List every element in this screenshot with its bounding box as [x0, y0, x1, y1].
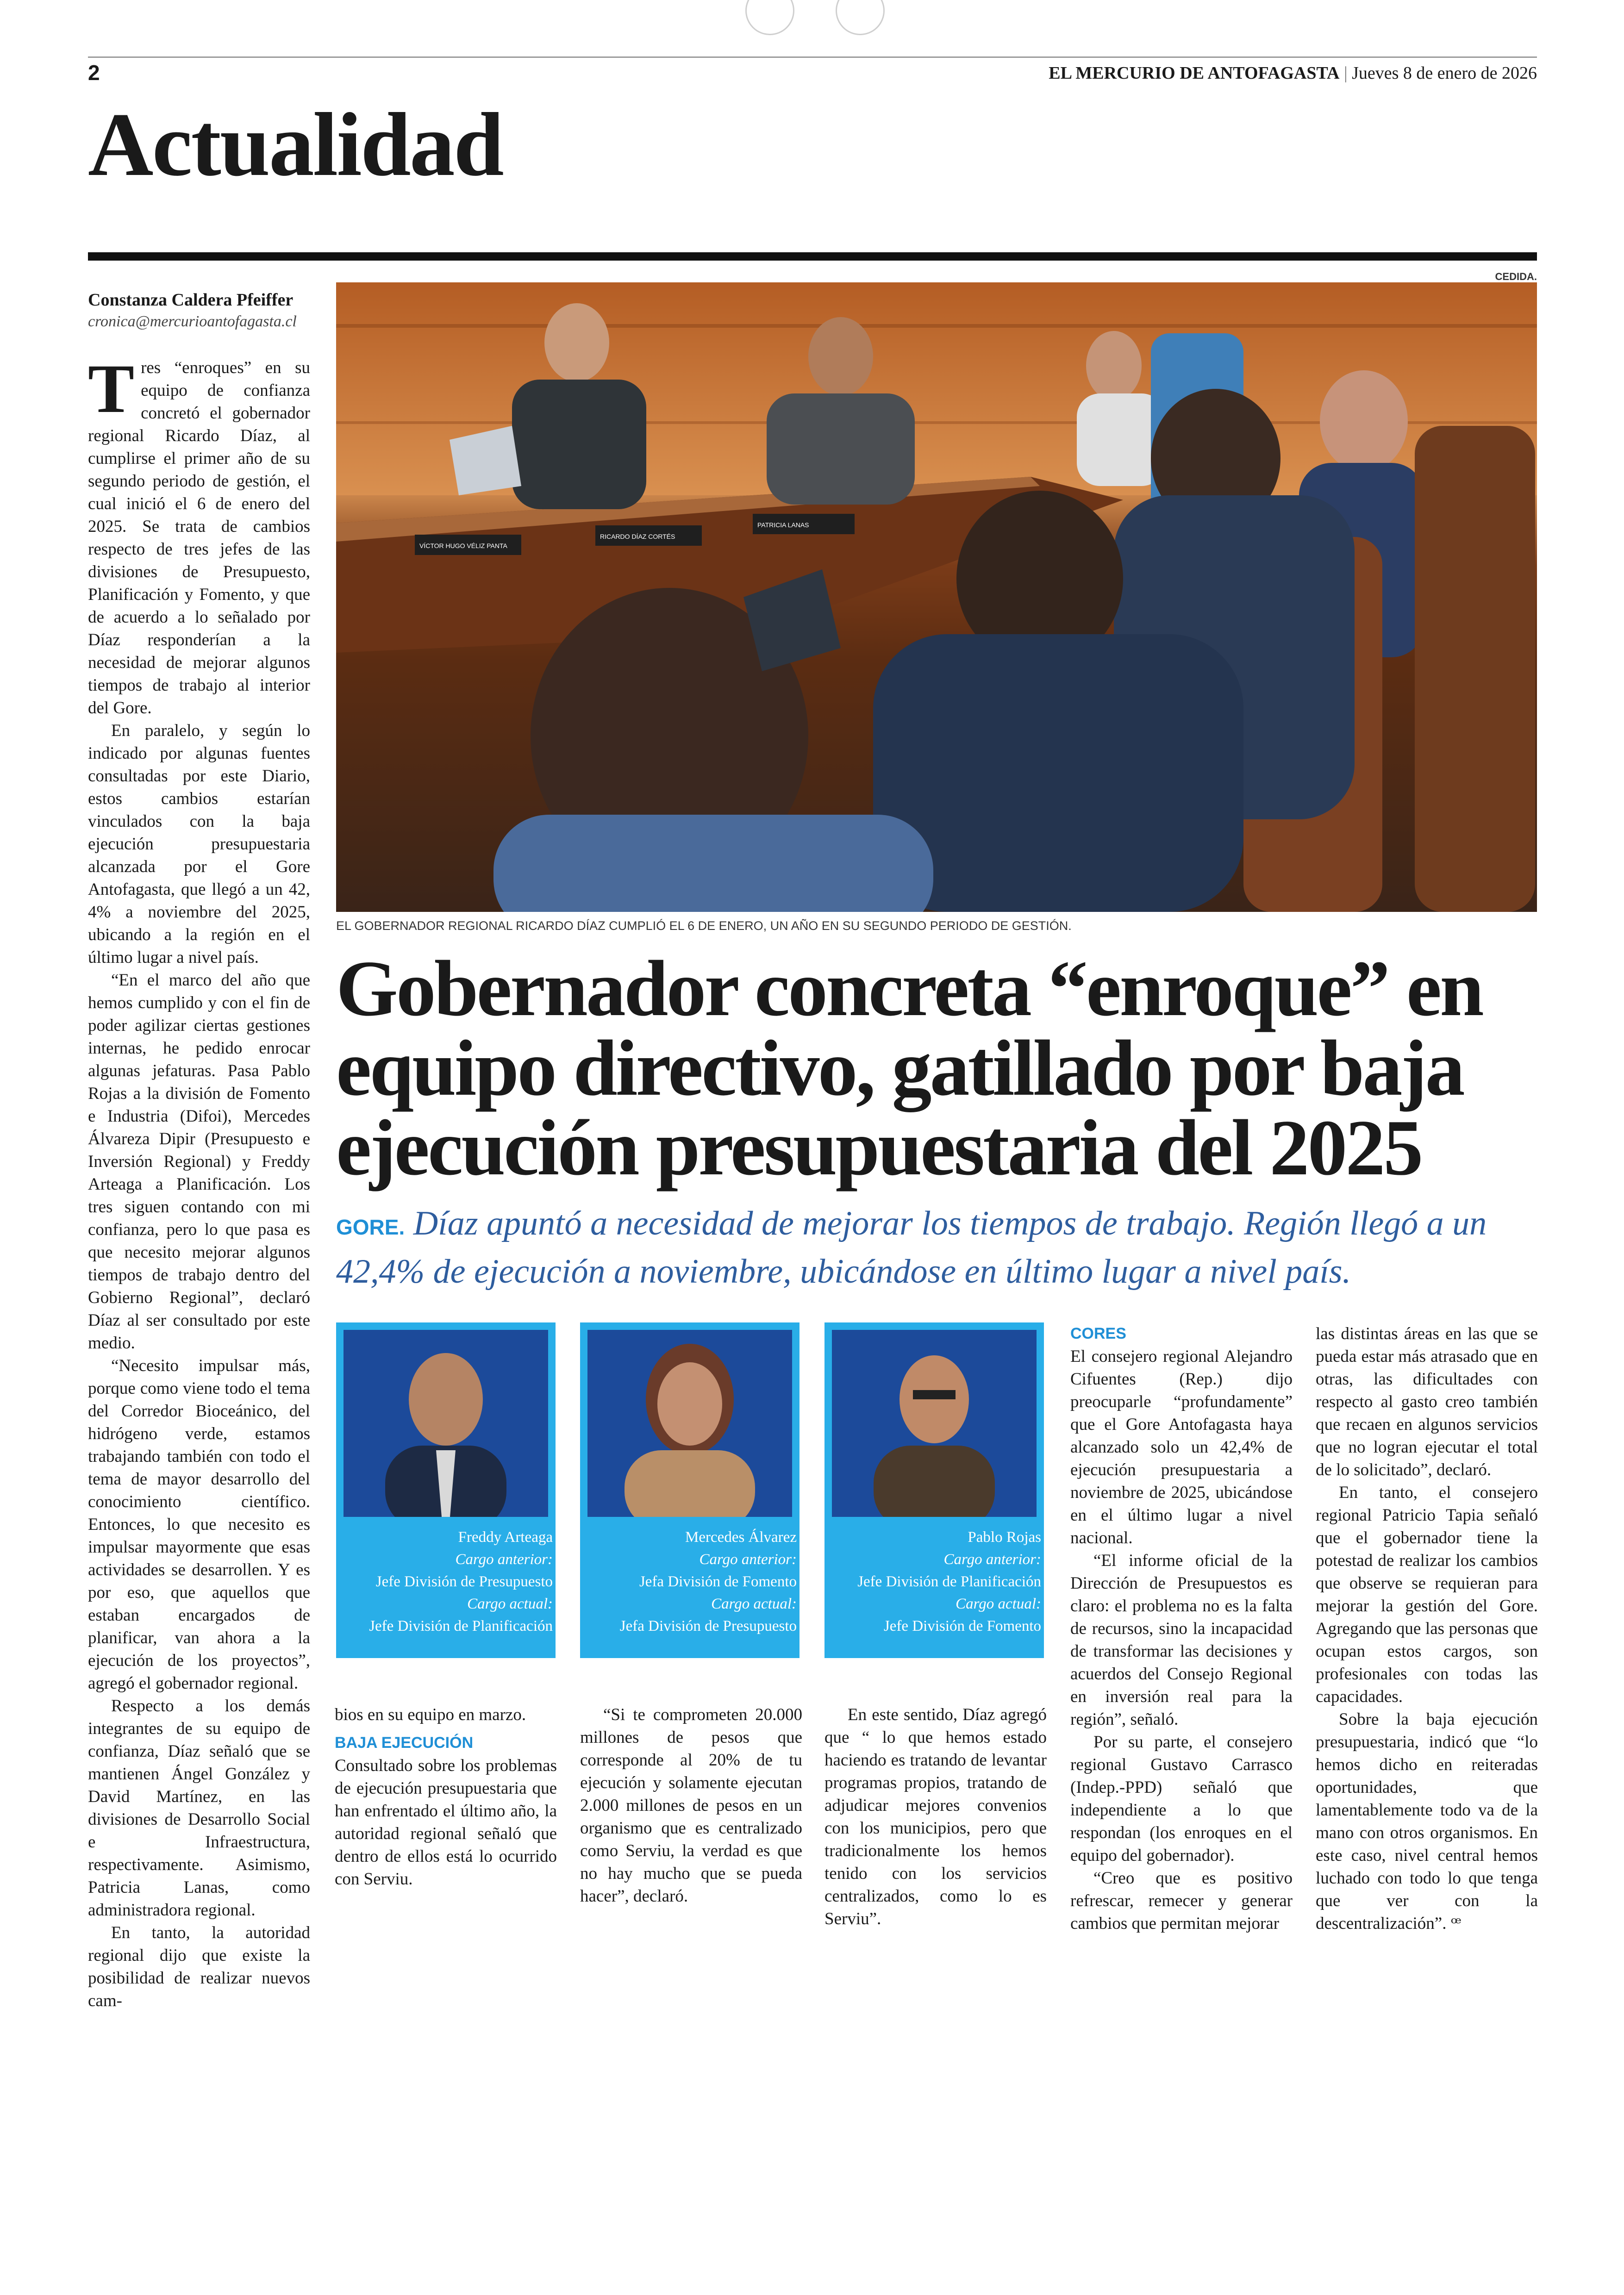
masthead-title: EL MERCURIO DE ANTOFAGASTA: [1049, 63, 1340, 83]
meeting-photo-illustration: [336, 282, 1537, 912]
profile-card-alvarez: [580, 1322, 800, 1658]
masthead-date: Jueves 8 de enero de 2026: [1352, 63, 1537, 83]
article-column-3: [580, 1703, 802, 1908]
article-column-2: [335, 1703, 557, 1890]
nameplate-3: PATRICIA LANAS: [757, 521, 809, 529]
paragraph: “En el marco del año que hemos cumplido y con el fin de poder agilizar ciertas gestiones internas, he pedido enrocar algunas jefaturas. Pasa Pablo Rojas a la división de Fomento e Industria (Difoi), Mercedes Álvareza Dipir (Presupuesto e Inversión Regional) y Freddy Arteaga a Planificación. Los tres siguen contando con mi confianza, pero lo que pasa es que necesito mejorar algunos tiempos de trabajo dentro del Gobierno Regional”, declaró Díaz al ser consultado por este medio.: [88, 971, 310, 1353]
headline-line-2: equipo directivo, gatillado por baja: [336, 1024, 1463, 1112]
portrait-photo: [344, 1330, 548, 1517]
previous-role-label: Cargo anterior:: [455, 1551, 553, 1568]
deck: [336, 1201, 1549, 1294]
end-mark-icon: ꟹ: [1450, 1914, 1462, 1933]
article-column-6: [1316, 1322, 1538, 1935]
previous-role-label: Cargo anterior:: [943, 1551, 1041, 1568]
header-rule: [88, 56, 1537, 58]
subhead-cores: CORES: [1070, 1325, 1126, 1342]
masthead: [1049, 63, 1537, 83]
meeting-photo: [336, 282, 1537, 912]
profile-name: Mercedes Álvarez: [685, 1529, 797, 1546]
paragraph: Respecto a los demás integrantes de su equipo de confianza, Díaz señaló que se mantienen Ángel González y David Martínez, en las divisiones de Desarrollo Social e Infraestructura, respectivamente. Asimismo, Patricia Lanas, como administradora regional.: [88, 1696, 310, 1920]
person-portrait: [832, 1330, 1037, 1517]
headline-line-3: ejecución presupuestaria del 2025: [336, 1104, 1422, 1192]
section-title: Actualidad: [88, 94, 503, 195]
carousel-prev-dot[interactable]: [745, 0, 794, 35]
paragraph-text: res “enroques” en su equipo de confianza concretó el gobernador regional Ricardo Díaz, al cumplirse el primer año de su segundo periodo de gestión, el cual inició el 6 de enero del 2025. Se trata de cambios respecto de tres jefes de las divisiones de Presupuesto, Planificación y Fomento, y que de acuerdo a lo señalado por Díaz responderían a la necesidad de mejorar algunos tiempos de trabajo al interior del Gore.: [88, 358, 310, 717]
paragraph: En este sentido, Díaz agregó que “ lo que hemos estado haciendo es tratando de levantar programas propios, tratando de adjudicar mejores convenios con los municipios, pero que tradicionalmente los hemos tenido con los servicios centralizados, como lo es Serviu”.: [824, 1705, 1047, 1928]
deck-text: Díaz apuntó a necesidad de mejorar los tiempos de trabajo. Región llegó a un 42,4% de ejecución a noviembre, ubicándose en último lugar a nivel país.: [336, 1204, 1487, 1291]
article-column-1: [88, 350, 310, 2012]
paragraph: [88, 350, 310, 719]
paragraph: las distintas áreas en las que se pueda estar más atrasado que en otras, las dificultades con respecto al gasto creo también que recaen en algunos servicios que no logran ejecutar el total de lo solicitado”, declaró.: [1316, 1324, 1538, 1479]
photo-caption: EL GOBERNADOR REGIONAL RICARDO DÍAZ CUMPLIÓ EL 6 DE ENERO, UN AÑO EN SU SEGUNDO PERIODO DE GESTIÓN.: [336, 919, 1072, 933]
previous-role: Jefe División de Planificación: [857, 1573, 1041, 1590]
portrait-photo: [587, 1330, 792, 1517]
profile-card-rojas: [824, 1322, 1044, 1658]
nameplate-2: RICARDO DÍAZ CORTÉS: [600, 533, 675, 540]
masthead-separator: |: [1343, 63, 1352, 83]
photo-credit: CEDIDA.: [1495, 271, 1537, 282]
paragraph: “El informe oficial de la Dirección de Presupuestos es claro: el problema no es la falta de recursos, sino la incapacidad de transformar las decisiones y acuerdos del Consejo Regional en inversión real para la región”, señaló.: [1070, 1551, 1293, 1729]
current-role-label: Cargo actual:: [956, 1596, 1041, 1612]
paragraph: “Si te comprometen 20.000 millones de pesos que corresponde al 20% de tu ejecución y solamente ejecutan 2.000 millones de pesos en un organismo que es centralizado como Serviu, la verdad es que no hay mucho que se pueda hacer”, declaró.: [580, 1705, 802, 1906]
profile-name: Freddy Arteaga: [458, 1529, 553, 1546]
drop-cap: T: [88, 350, 135, 427]
page-number: 2: [88, 61, 100, 85]
current-role-label: Cargo actual:: [711, 1596, 797, 1612]
profile-text: [369, 1526, 553, 1637]
nameplate-1: VÍCTOR HUGO VÉLIZ PANTA: [419, 542, 507, 549]
person-portrait: [344, 1330, 548, 1517]
paragraph: En paralelo, y según lo indicado por algunas fuentes consultadas por este Diario, estos cambios estarían vinculados con la baja ejecución presupuestaria alcanzada por el Gore Antofagasta, que llegó a un 42, 4% a noviembre del 2025, ubicando a la región en el último lugar a nivel país.: [88, 721, 310, 967]
paragraph: En tanto, la autoridad regional dijo que existe la posibilidad de realizar nuevos cam-: [88, 1923, 310, 2010]
headline-line-1: Gobernador concreta “enroque” en: [336, 945, 1482, 1033]
paragraph: Consultado sobre los problemas de ejecución presupuestaria que han enfrentado el último año, la autoridad regional señaló que dentro de ellos está lo ocurrido con Serviu.: [335, 1756, 557, 1889]
profile-text: [857, 1526, 1041, 1637]
portrait-photo: [832, 1330, 1037, 1517]
previous-role: Jefa División de Fomento: [639, 1573, 797, 1590]
previous-role: Jefe División de Presupuesto: [375, 1573, 553, 1590]
paragraph-text: Sobre la baja ejecución presupuestaria, indicó que “lo hemos dicho en reiteradas oportunidades, que lamentablemente todo va de la mano con otros organismos. En este caso, nivel central hemos luchado con todo lo que tenga que ver con la descentralización”.: [1316, 1710, 1538, 1933]
subhead-baja-ejecucion: BAJA EJECUCIÓN: [335, 1734, 474, 1752]
current-role: Jefa División de Presupuesto: [619, 1618, 797, 1634]
current-role: Jefe División de Fomento: [883, 1618, 1041, 1634]
previous-role-label: Cargo anterior:: [699, 1551, 797, 1568]
author-name: Constanza Caldera Pfeiffer: [88, 290, 294, 310]
paragraph: “Creo que es positivo refrescar, remecer y generar cambios que permitan mejorar: [1070, 1869, 1293, 1933]
current-role: Jefe División de Planificación: [369, 1618, 553, 1634]
section-rule: [88, 252, 1537, 261]
paragraph: “Necesito impulsar más, porque como viene todo el tema del Corredor Bioceánico, del hidrógeno verde, estamos trabajando también con todo el tema de mayor desarrollo del conocimiento científico. Entonces, lo que necesito es impulsar mayormente que esas actividades se desarrollen. Y es por eso, que aquellos que estaban encargados de planificar, van ahora a la ejecución de los proyectos”, agregó el gobernador regional.: [88, 1356, 310, 1693]
paragraph: En tanto, el consejero regional Patricio Tapia señaló que el gobernador tiene la potestad de realizar los cambios que observe se requieran para mejorar la gestión del Gore. Agregando que las personas que ocupan estos cargos, son profesionales con todas las capacidades.: [1316, 1483, 1538, 1706]
paragraph: bios en su equipo en marzo.: [335, 1705, 526, 1724]
paragraph: Por su parte, el consejero regional Gustavo Carrasco (Indep.-PPD) señaló que independiente a lo que respondan (los enroques en el equipo del gobernador).: [1070, 1733, 1293, 1865]
paragraph: [1316, 1708, 1538, 1935]
carousel-next-dot[interactable]: [836, 0, 885, 35]
profile-card-arteaga: [336, 1322, 556, 1658]
person-portrait: [587, 1330, 792, 1517]
article-column-4: [824, 1703, 1047, 1930]
author-email: cronica@mercurioantofagasta.cl: [88, 313, 297, 330]
profile-text: [620, 1526, 797, 1637]
current-role-label: Cargo actual:: [467, 1596, 553, 1612]
deck-tag: GORE.: [336, 1215, 405, 1239]
article-column-5: [1070, 1322, 1293, 1935]
profile-name: Pablo Rojas: [968, 1529, 1041, 1546]
headline: [336, 945, 1549, 1192]
paragraph: El consejero regional Alejandro Cifuentes (Rep.) dijo preocuparle “profundamente” que el Gore Antofagasta haya alcanzado solo un 42,4% de ejecución presupuestaria a noviembre de 2025, ubicándose en el último lugar a nivel nacional.: [1070, 1347, 1293, 1547]
